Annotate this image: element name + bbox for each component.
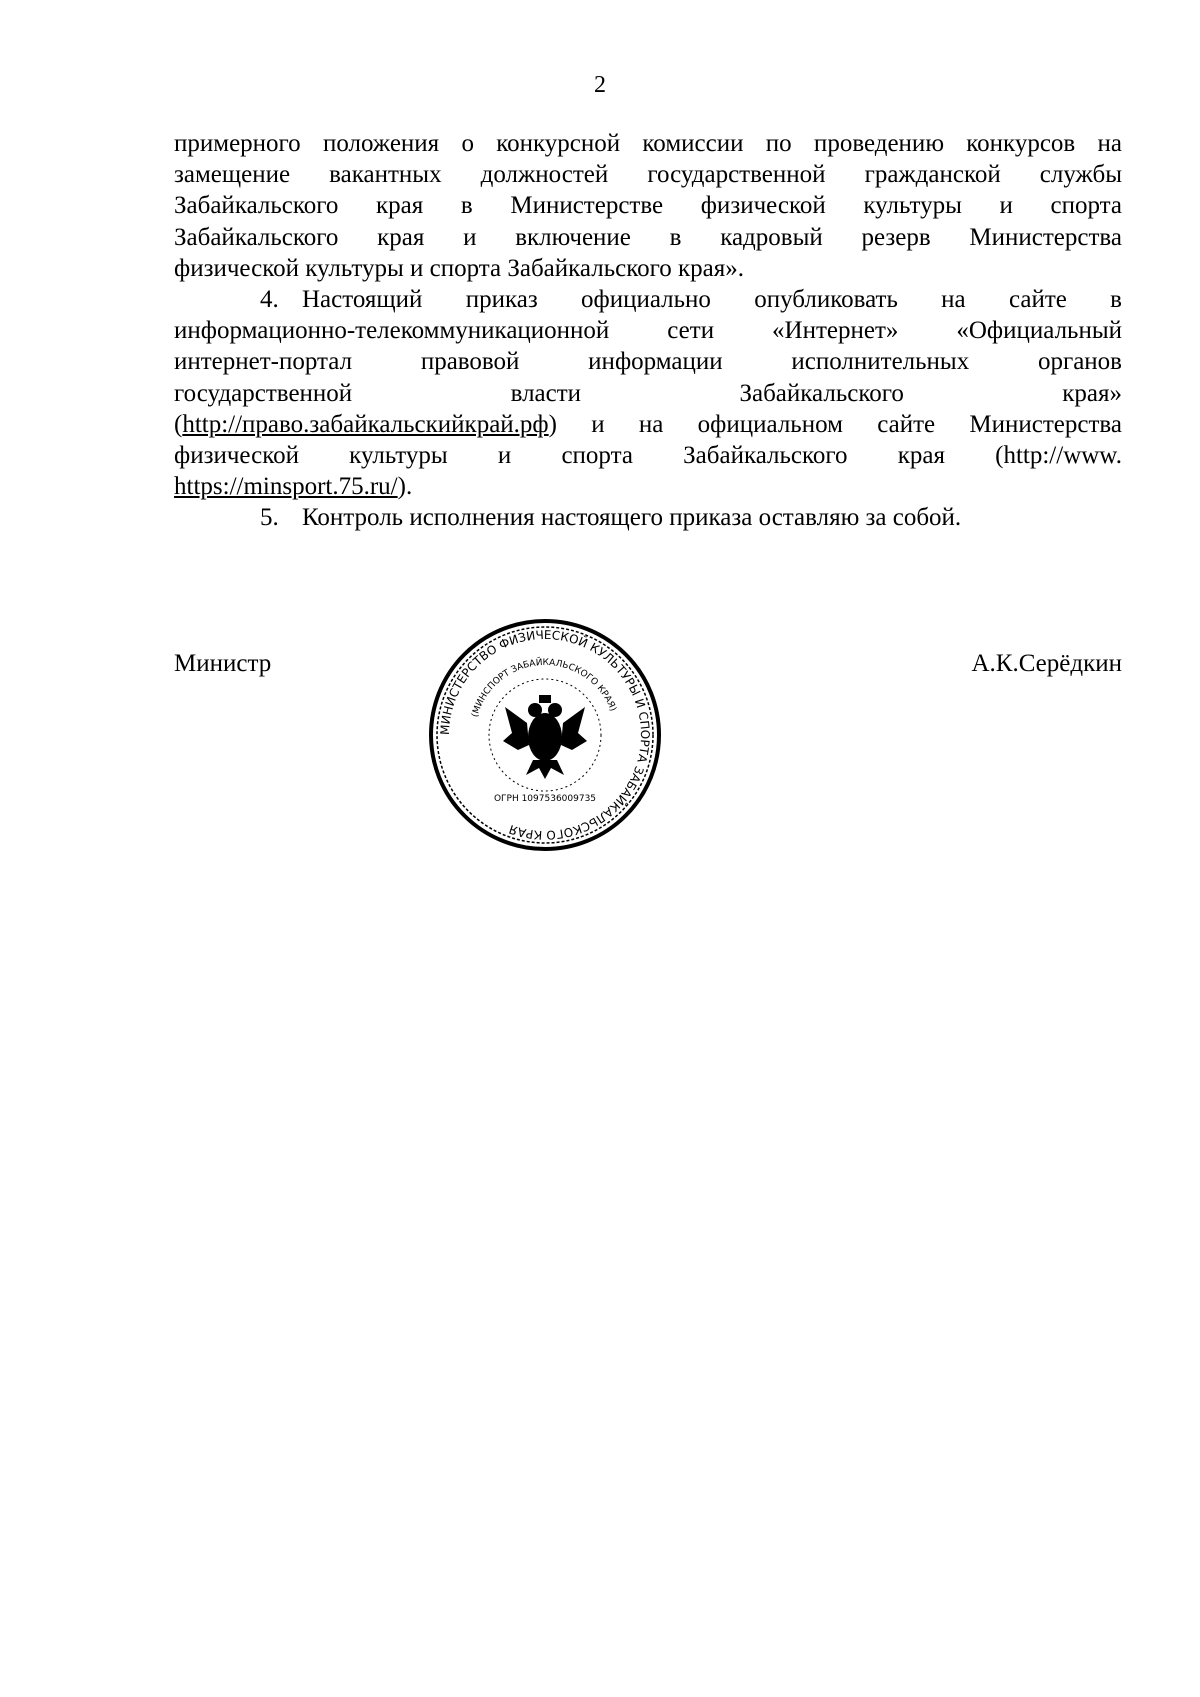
- text-line: физической культуры и спорта Забайкальского края (http://www.: [174, 442, 1122, 470]
- text-line: интернет-портал правовой информации исполнительных органов: [174, 348, 1122, 376]
- text: ) и на официальном сайте Министерства: [548, 410, 1122, 438]
- text-line: Настоящий приказ официально опубликовать на сайте в: [302, 286, 1122, 314]
- portal-link[interactable]: http://право.забайкальскийкрай.рф: [182, 410, 549, 438]
- item-number: 5.: [260, 504, 279, 532]
- text-line: Забайкальского края и включение в кадровый резерв Министерства: [174, 223, 1122, 251]
- text-line: замещение вакантных должностей государственной гражданской службы: [174, 161, 1122, 189]
- page-number: 2: [594, 72, 606, 98]
- text-line: [174, 409, 1122, 440]
- seal-ogrn: ОГРН 1097536009735: [493, 794, 597, 804]
- word: Забайкальского: [739, 379, 904, 407]
- item-5: [174, 502, 1122, 533]
- word: власти: [510, 379, 582, 407]
- text: ).: [397, 473, 413, 501]
- text-line: [174, 378, 1122, 409]
- text-line: физической культуры и спорта Забайкальского края».: [174, 254, 744, 282]
- text-line: [174, 471, 1122, 502]
- signatory-position: Министр: [174, 650, 272, 677]
- minsport-link[interactable]: https://minsport.75.ru/: [174, 473, 398, 501]
- seal-outer-text: МИНИСТЕРСТВО ФИЗИЧЕСКОЙ КУЛЬТУРЫ И СПОРТА ЗАБАЙКАЛЬСКОГО КРАЯ: [437, 627, 653, 843]
- official-seal-icon: [425, 615, 665, 855]
- eagle-emblem-icon: [503, 695, 587, 779]
- word: края»: [1062, 379, 1122, 407]
- document-body: [174, 128, 1122, 534]
- text-line: Контроль исполнения настоящего приказа оставляю за собой.: [302, 504, 962, 532]
- text-line: информационно-телекоммуникационной сети «Интернет» «Официальный: [174, 317, 1122, 345]
- item-number: 4.: [260, 286, 279, 314]
- text: (: [174, 410, 183, 438]
- text-line: примерного положения о конкурсной комиссии по проведению конкурсов на: [174, 130, 1122, 157]
- text-line: Забайкальского края в Министерстве физической культуры и спорта: [174, 192, 1122, 220]
- item-4-first-line: [174, 284, 1122, 315]
- text-line: [174, 378, 1122, 409]
- signatory-name: А.К.Серёдкин: [971, 650, 1122, 677]
- word: государственной: [174, 379, 353, 407]
- seal-inner-text: (МИНСПОРТ ЗАБАЙКАЛЬСКОГО КРАЯ): [470, 657, 618, 719]
